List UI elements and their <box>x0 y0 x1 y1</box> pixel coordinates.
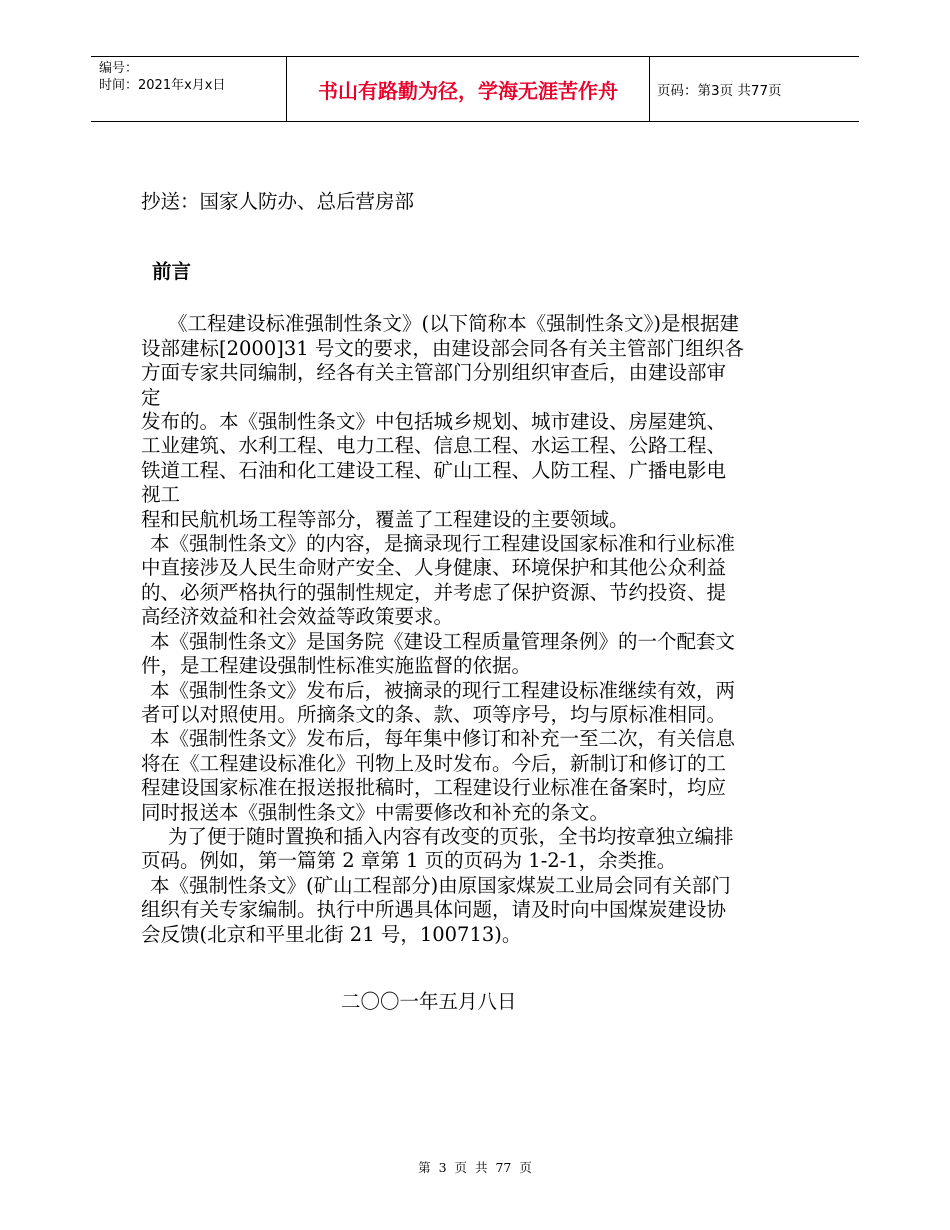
body-line: 工业建筑、水利工程、电力工程、信息工程、水运工程、公路工程、 <box>141 434 727 458</box>
cc-line: 抄送：国家人防办、总后营房部 <box>141 190 415 213</box>
page-footer: 第 3 页 共 77 页 <box>418 1160 532 1175</box>
body-line: 将在《工程建设标准化》刊物上及时发布。今后，新制订和修订的工 <box>141 751 727 775</box>
body-line: 本《强制性条文》是国务院《建设工程质量管理条例》的一个配套文 <box>150 629 736 653</box>
body-line: 《工程建设标准强制性条文》(以下简称本《强制性条文》)是根据建 <box>168 312 739 336</box>
body-line: 中直接涉及人民生命财产安全、人身健康、环境保护和其他公众利益 <box>141 556 727 580</box>
page-header <box>91 56 859 122</box>
body-line: 组织有关专家编制。执行中所遇具体问题，请及时向中国煤炭建设协 <box>141 898 727 922</box>
body-line: 会反馈(北京和平里北街 21 号，100713)。 <box>141 922 522 946</box>
body-line: 同时报送本《强制性条文》中需要修改和补充的条文。 <box>141 800 610 824</box>
body-line: 件，是工程建设强制性标准实施监督的依据。 <box>141 654 532 678</box>
body-line: 设部建标[2000]31 号文的要求，由建设部会同各有关主管部门组织各 <box>141 336 744 360</box>
body-line: 本《强制性条文》(矿山工程部分)由原国家煤炭工业局会同有关部门 <box>150 873 731 897</box>
document-date: 二〇〇一年五月八日 <box>341 989 517 1013</box>
section-heading: 前言 <box>152 260 192 283</box>
body-line: 页码。例如，第一篇第 2 章第 1 页的页码为 1-2-1，余类推。 <box>141 849 677 873</box>
body-line: 本《强制性条文》的内容，是摘录现行工程建设国家标准和行业标准 <box>150 532 736 556</box>
header-time-label: 时间：2021年x月x日 <box>99 78 226 93</box>
header-meta <box>99 60 225 94</box>
body-line: 程和民航机场工程等部分，覆盖了工程建设的主要领域。 <box>141 507 629 531</box>
body-line: 者可以对照使用。所摘条文的条、款、项等序号，均与原标准相同。 <box>141 702 727 726</box>
body-line: 本《强制性条文》发布后，每年集中修订和补充一至二次，有关信息 <box>150 727 736 751</box>
body-line: 发布的。本《强制性条文》中包括城乡规划、城市建设、房屋建筑、 <box>141 410 727 434</box>
body-line: 视工 <box>141 483 181 507</box>
body-line: 的、必须严格执行的强制性规定，并考虑了保护资源、节约投资、提 <box>141 580 727 604</box>
body-line: 高经济效益和社会效益等政策要求。 <box>141 605 454 629</box>
document-body <box>141 190 813 1014</box>
header-motto: 书山有路勤为径，学海无涯苦作舟 <box>318 78 618 103</box>
body-line: 本《强制性条文》发布后，被摘录的现行工程建设标准继续有效，两 <box>150 678 736 702</box>
body-line: 定 <box>141 385 161 409</box>
body-line: 铁道工程、石油和化工建设工程、矿山工程、人防工程、广播电影电 <box>141 458 727 482</box>
header-number-label: 编号： <box>99 61 139 76</box>
body-line: 程建设国家标准在报送报批稿时，工程建设行业标准在备案时，均应 <box>141 776 727 800</box>
body-line: 为了便于随时置换和插入内容有改变的页张，全书均按章独立编排 <box>168 824 734 848</box>
header-divider-right <box>649 57 650 121</box>
header-page-label: 页码：第3页 共77页 <box>657 83 782 99</box>
body-line: 方面专家共同编制，经各有关主管部门分别组织审查后，由建设部审 <box>141 361 727 385</box>
